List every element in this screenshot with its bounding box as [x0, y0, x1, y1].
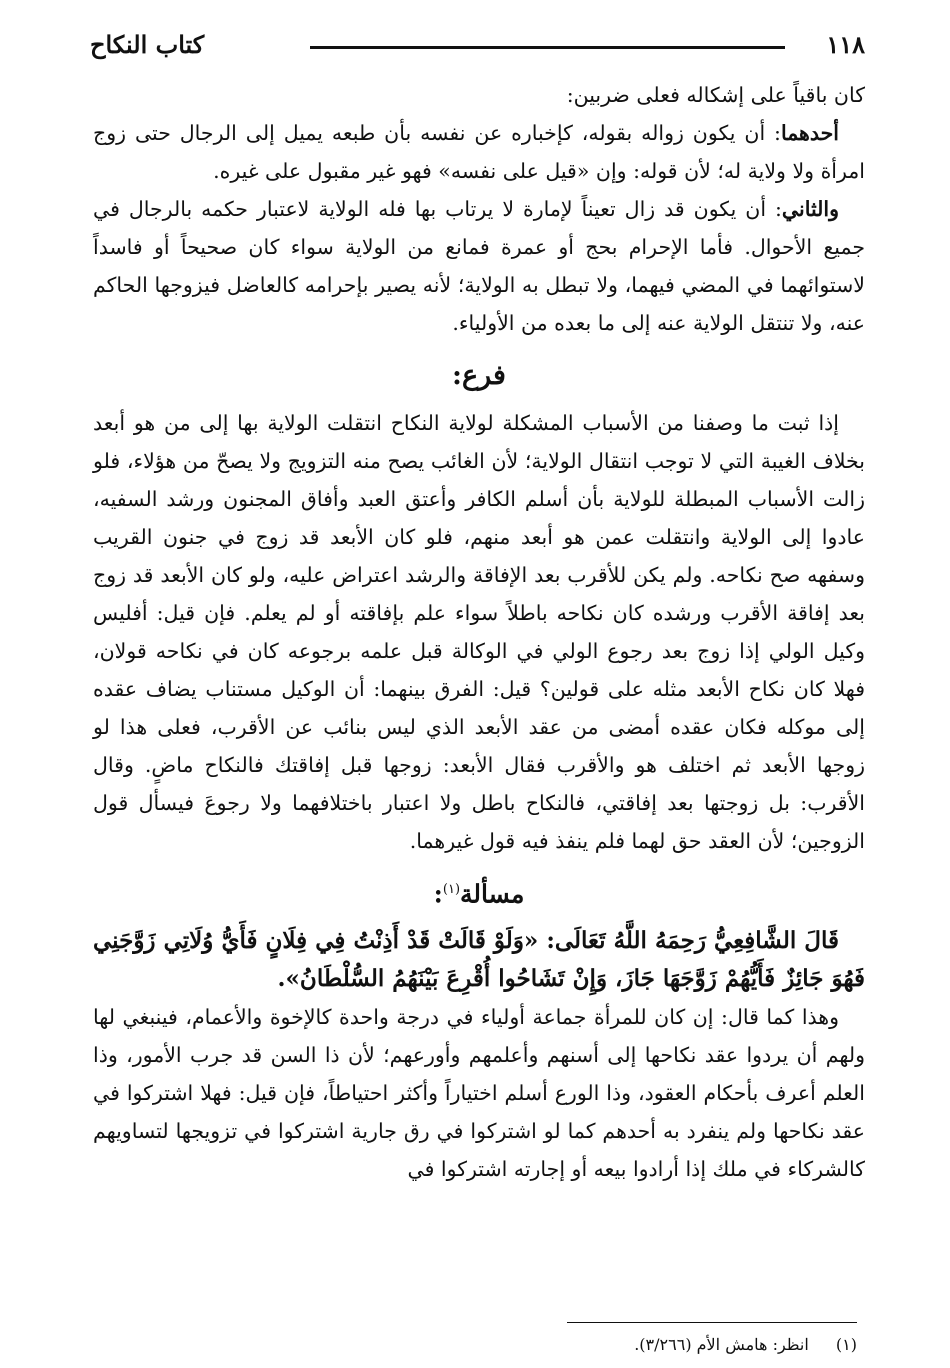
header-rule — [310, 46, 785, 49]
paragraph-intro: كان باقياً على إشكاله فعلى ضربين: — [566, 83, 865, 107]
book-title: كتاب النكاح — [90, 30, 205, 59]
second-case-lead: والثاني — [781, 197, 839, 221]
page-header — [90, 30, 865, 66]
first-case-text: : أن يكون زواله بقوله، كإخباره عن نفسه بأن طبعه يميل إلى الرجال حتى زوج امرأة ولا ولاية له؛ لأن قوله: وإن «قيل على نفسه» فهو غير مقبول على غيره. — [93, 121, 865, 183]
paragraph-first-case — [93, 114, 865, 190]
footnote-rule — [567, 1322, 857, 1323]
masala-title: مسألة — [460, 879, 525, 909]
footnote-text: انظر: هامش الأم (٣/٢٦٦). — [634, 1335, 809, 1354]
page-body — [93, 76, 865, 1188]
paragraph-second-case — [93, 190, 865, 342]
section-heading-far: فرع: — [452, 360, 506, 391]
shafii-quote: قَالَ الشَّافِعِيُّ رَحِمَهُ اللَّهُ تَعَالَى: «وَلَوْ قَالَتْ قَدْ أَذِنْتُ فِي فِلَانٍ فَأَيُّ وُلَاتِي زَوَّجَنِي فَهُوَ جَائِزٌ فَأَيُّهُمْ زَوَّجَهَا جَازَ، وَإِنْ تَشَاحُوا أُقْرِعَ بَيْنَهُمُ السُّلْطَانُ». — [93, 927, 865, 993]
section-heading-masala — [93, 862, 865, 922]
paragraph-commentary: وهذا كما قال: إن كان للمرأة جماعة أولياء في درجة واحدة كالإخوة والأعمام، فينبغي لها ولهم أن يردوا عقد نكاحها إلى أسنهم وأعلمهم وأورعهم؛ لأن ذا السن قد جرب الأمور، وذا العلم أعرف بأحكام العقود، وذا الورع أسلم اختياراً وأكثر احتياطاً، فإن قيل: فهلا اشتركوا في عقد نكاحها ولم ينفرد به أحدهم كما لو اشتركوا في رق جارية اشتركوا في تزويجها لتساويهم كالشركاء في ملك إذا أرادوا بيعه أو إجارته اشتركوا في — [93, 1005, 865, 1182]
page-number: ١١٨ — [826, 30, 865, 59]
footnote — [457, 1334, 857, 1356]
paragraph-far-body: إذا ثبت ما وصفنا من الأسباب المشكلة لولاية النكاح انتقلت الولاية بها إلى من هو أبعد بخلاف الغيبة التي لا توجب انتقال الولاية؛ لأن الغائب يصح منه التزويج ولا يصحّ من هؤلاء، فلو زالت الأسباب المبطلة للولاية بأن أسلم الكافر وأعتق العبد وأفاق المجنون ورشد السفيه، عادوا إلى الولاية وانتقلت عمن هو أبعد منهم، فلو كان الأبعد قد زوج في جنون القريب وسفهه صح نكاحه. ولم يكن للأقرب بعد الإفاقة والرشد اعتراض عليه، ولو كان الأبعد قد زوج بعد إفاقة الأقرب ورشده كان نكاحه باطلاً سواء علم بإفاقته أو لم يعلم. فإن قيل: أفليس وكيل الولي إذا زوج بعد رجوع الولي في الوكالة قبل علمه برجوعه كان في نكاحه قولان، فهلا كان نكاح الأبعد مثله على قولين؟ قيل: الفرق بينهما: أن الوكيل مستناب يضاف عقده إلى موكله فكان عقده أمضى من عقد الأبعد الذي ليس بنائب عن الأقرب، فعلى هذا لو زوجها الأبعد ثم اختلف هو والأقرب فقال الأبعد: زوجها قبل إفاقتك فالنكاح ماضٍ. وقال الأقرب: بل زوجتها بعد إفاقتي، فالنكاح باطل ولا اعتبار باختلافهما ولا رجوعَ فيسأل قول الزوجين؛ لأن العقد حق لهما فلم ينفذ فيه قول غيرهما. — [93, 411, 865, 853]
footnote-mark: (١) — [835, 1335, 857, 1354]
masala-colon: : — [433, 879, 443, 909]
second-case-text: : أن يكون قد زال تعيناً لإمارة لا يرتاب بها فله الولاية لاعتبار حكمه بالرجال في جميع الأحوال. فأما الإحرام بحج أو عمرة فمانع من الولاية سواء كان صحيحاً أو فاسداً لاستوائهما في المضي فيهما، ولا تبطل به الولاية؛ لأنه يصير بإحرامه كالعاضل فيزوجها الحاكم عنه، ولا تنتقل الولاية عنه إلى ما بعده من الأولياء. — [93, 197, 865, 335]
footnote-ref: (١) — [442, 882, 461, 897]
first-case-lead: أحدهما — [780, 121, 839, 145]
